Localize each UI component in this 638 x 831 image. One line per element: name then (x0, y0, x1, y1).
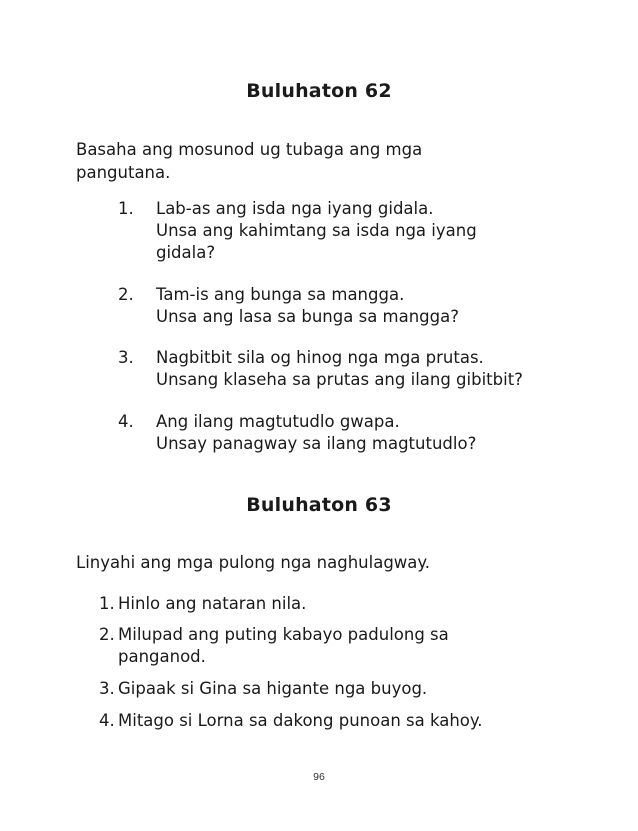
question-text (156, 411, 576, 455)
question-text (156, 347, 576, 391)
question-number: 4. (118, 412, 134, 431)
instruction-line: pangutana. (76, 163, 171, 182)
question-number: 2. (118, 285, 134, 304)
sentence-number: 4. (99, 711, 115, 730)
sentence-number: 3. (99, 679, 115, 698)
sentence-text (118, 624, 558, 668)
sentence-number: 2. (99, 625, 115, 644)
section-63-title: Buluhaton 63 (246, 494, 392, 516)
page-number: 96 (313, 771, 325, 783)
question-line: Tam-is ang bunga sa mangga. (156, 285, 405, 304)
question-line: Unsang klaseha sa prutas ang ilang gibitbit? (156, 370, 523, 389)
section-62-instruction (76, 138, 496, 184)
question-line: Unsa ang lasa sa bunga sa mangga? (156, 307, 460, 326)
sentence-line: Mitago si Lorna sa dakong punoan sa kahoy. (118, 711, 483, 730)
sentence-line: panganod. (118, 647, 206, 666)
sentence-text (118, 710, 558, 732)
question-line: gidala? (156, 243, 216, 262)
question-number: 1. (118, 199, 134, 218)
question-line: Nagbitbit sila og hinog nga mga prutas. (156, 348, 484, 367)
question-line: Unsa ang kahimtang sa isda nga iyang (156, 221, 477, 240)
section-62-title: Buluhaton 62 (246, 80, 392, 102)
sentence-number: 1. (99, 594, 115, 613)
question-line: Unsay panagway sa ilang magtutudlo? (156, 434, 477, 453)
question-line: Lab-as ang isda nga iyang gidala. (156, 199, 434, 218)
question-number: 3. (118, 348, 134, 367)
sentence-line: Milupad ang puting kabayo padulong sa (118, 625, 449, 644)
sentence-text (118, 593, 558, 615)
question-text (156, 284, 576, 328)
question-text (156, 198, 576, 264)
sentence-line: Gipaak si Gina sa higante nga buyog. (118, 679, 428, 698)
instruction-line: Basaha ang mosunod ug tubaga ang mga (76, 140, 423, 159)
sentence-text (118, 678, 558, 700)
sentence-line: Hinlo ang nataran nila. (118, 594, 307, 613)
question-line: Ang ilang magtutudlo gwapa. (156, 412, 400, 431)
section-63-instruction: Linyahi ang mga pulong nga naghulagway. (76, 553, 431, 572)
